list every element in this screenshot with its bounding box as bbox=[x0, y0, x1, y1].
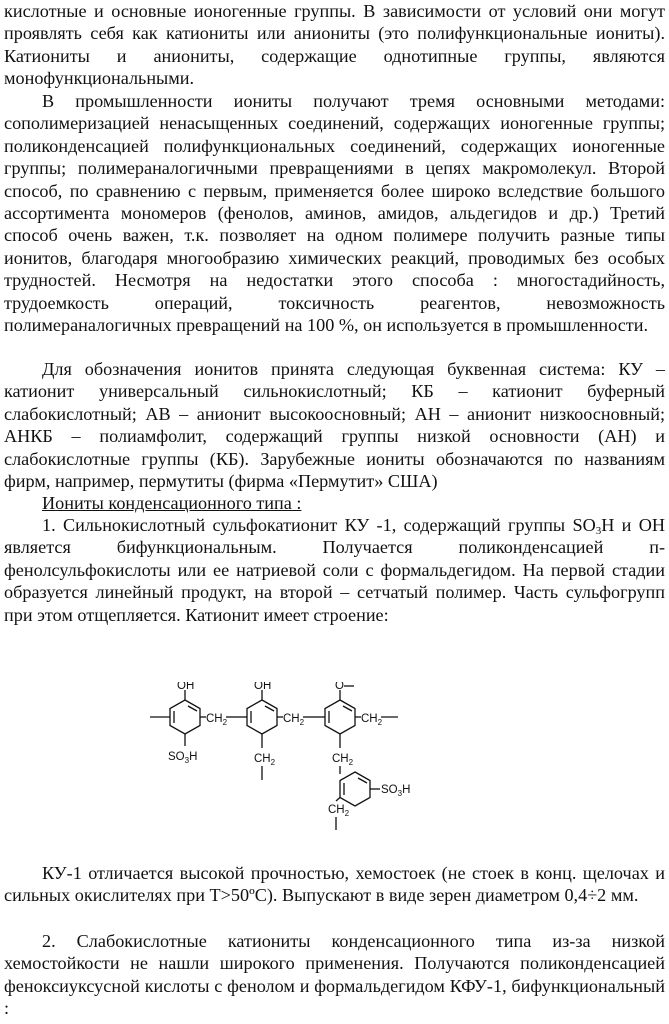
paragraph-ku1 bbox=[4, 514, 665, 626]
ku1-subscript: 3 bbox=[595, 525, 602, 537]
paragraph-ku1-properties: КУ-1 отличается высокой прочностью, хемостоек (не стоек в конц. щелочах и сильных окислителях при Т>50ºС). Выпускают в виде зерен диаметром 0,4÷2 мм. bbox=[4, 863, 665, 906]
heading-text: Иониты конденсационного типа : bbox=[42, 493, 302, 513]
so3h-label-1: $SO_3H$ bbox=[168, 751, 198, 765]
o-label: O bbox=[335, 682, 344, 692]
section-heading bbox=[4, 492, 665, 514]
paragraph-letter-system: Для обозначения ионитов принята следующая буквенная система: КУ – катионит универсальный сильнокислотный; КБ – катионит буферный слабокислотный; АВ – анионит высокоосновный; АН – анионит низкоосновный; АНКБ – полиамфолит, содержащий группы низкой основности (АН) и слабокислотные группы (КБ). Зарубежные иониты обозначаются по названиям фирм, например, пермутиты (фирма «Пермутит» США) bbox=[4, 359, 665, 492]
ch2-label-b: $CH_2$ bbox=[254, 753, 276, 767]
so3h-label-2: $SO_3H$ bbox=[381, 784, 411, 798]
ring-4-down-bond bbox=[336, 798, 340, 802]
ku1-text-before: 1. Сильнокислотный сульфокатионит КУ -1, содержащий группы SO bbox=[42, 515, 596, 535]
chemical-structure-diagram bbox=[140, 682, 480, 832]
ch2-label-d: $CH_2$ bbox=[361, 713, 383, 727]
ch2-label-e: $CH_2$ bbox=[332, 753, 354, 767]
ku1-text-after: H и ОН является бифункциональным. Получается поликонденсацией п-фенолсульфокислоты или ее натриевой соли с формальдегидом. На первой стадии образуется линейный продукт, на второй – сетчатый полимер. Часть сульфогрупп при этом отщепляется. Катионит имеет строение: bbox=[4, 515, 665, 625]
oh-label-1: OH bbox=[177, 682, 195, 692]
paragraph-weak-acid-cationites: 2. Слабокислотные катиониты конденсационного типа из-за низкой хемостойкости не нашли широкого применения. Получаются поликонденсацией феноксиуксусной кислоты с фенолом и формальдегидом КФУ-1, бифункциональный : bbox=[4, 931, 665, 1019]
ch2-label-c: $CH_2$ bbox=[283, 713, 305, 727]
paragraph-ion-groups: кислотные и основные ионогенные группы. В зависимости от условий они могут проявлять себя как катиониты или аниониты (это полифункциональные иониты). Катиониты и аниониты, содержащие однотипные группы, являются монофункциональными. bbox=[4, 1, 665, 89]
paragraph-production-methods: В промышленности иониты получают тремя основными методами: сополимеризацией ненасыщенных соединений, содержащих ионогенные группы; поликонденсацией полифункциональных соединений, содержащих ионогенные группы; полимераналогичными превращениями в цепях макромолекул. Второй способ, по сравнению с первым, применяется более широко вследствие большого ассортимента мономеров (фенолов, аминов, амидов, альдегидов и др.) Третий способ очень важен, т.к. позволяет на одном полимере получить разные типы ионитов, благодаря многообразию химических реакций, проводимых без особых трудностей. Несмотря на недостатки этого способа : многостадийность, трудоемкость операций, токсичность реагентов, невозможность полимераналогичных превращений на 100 %, он используется в промышленности. bbox=[4, 91, 665, 336]
oh-label-2: OH bbox=[254, 682, 272, 692]
ch2-label-f: $CH_2$ bbox=[328, 804, 350, 818]
ch2-label-a: $CH_2$ bbox=[206, 713, 228, 727]
